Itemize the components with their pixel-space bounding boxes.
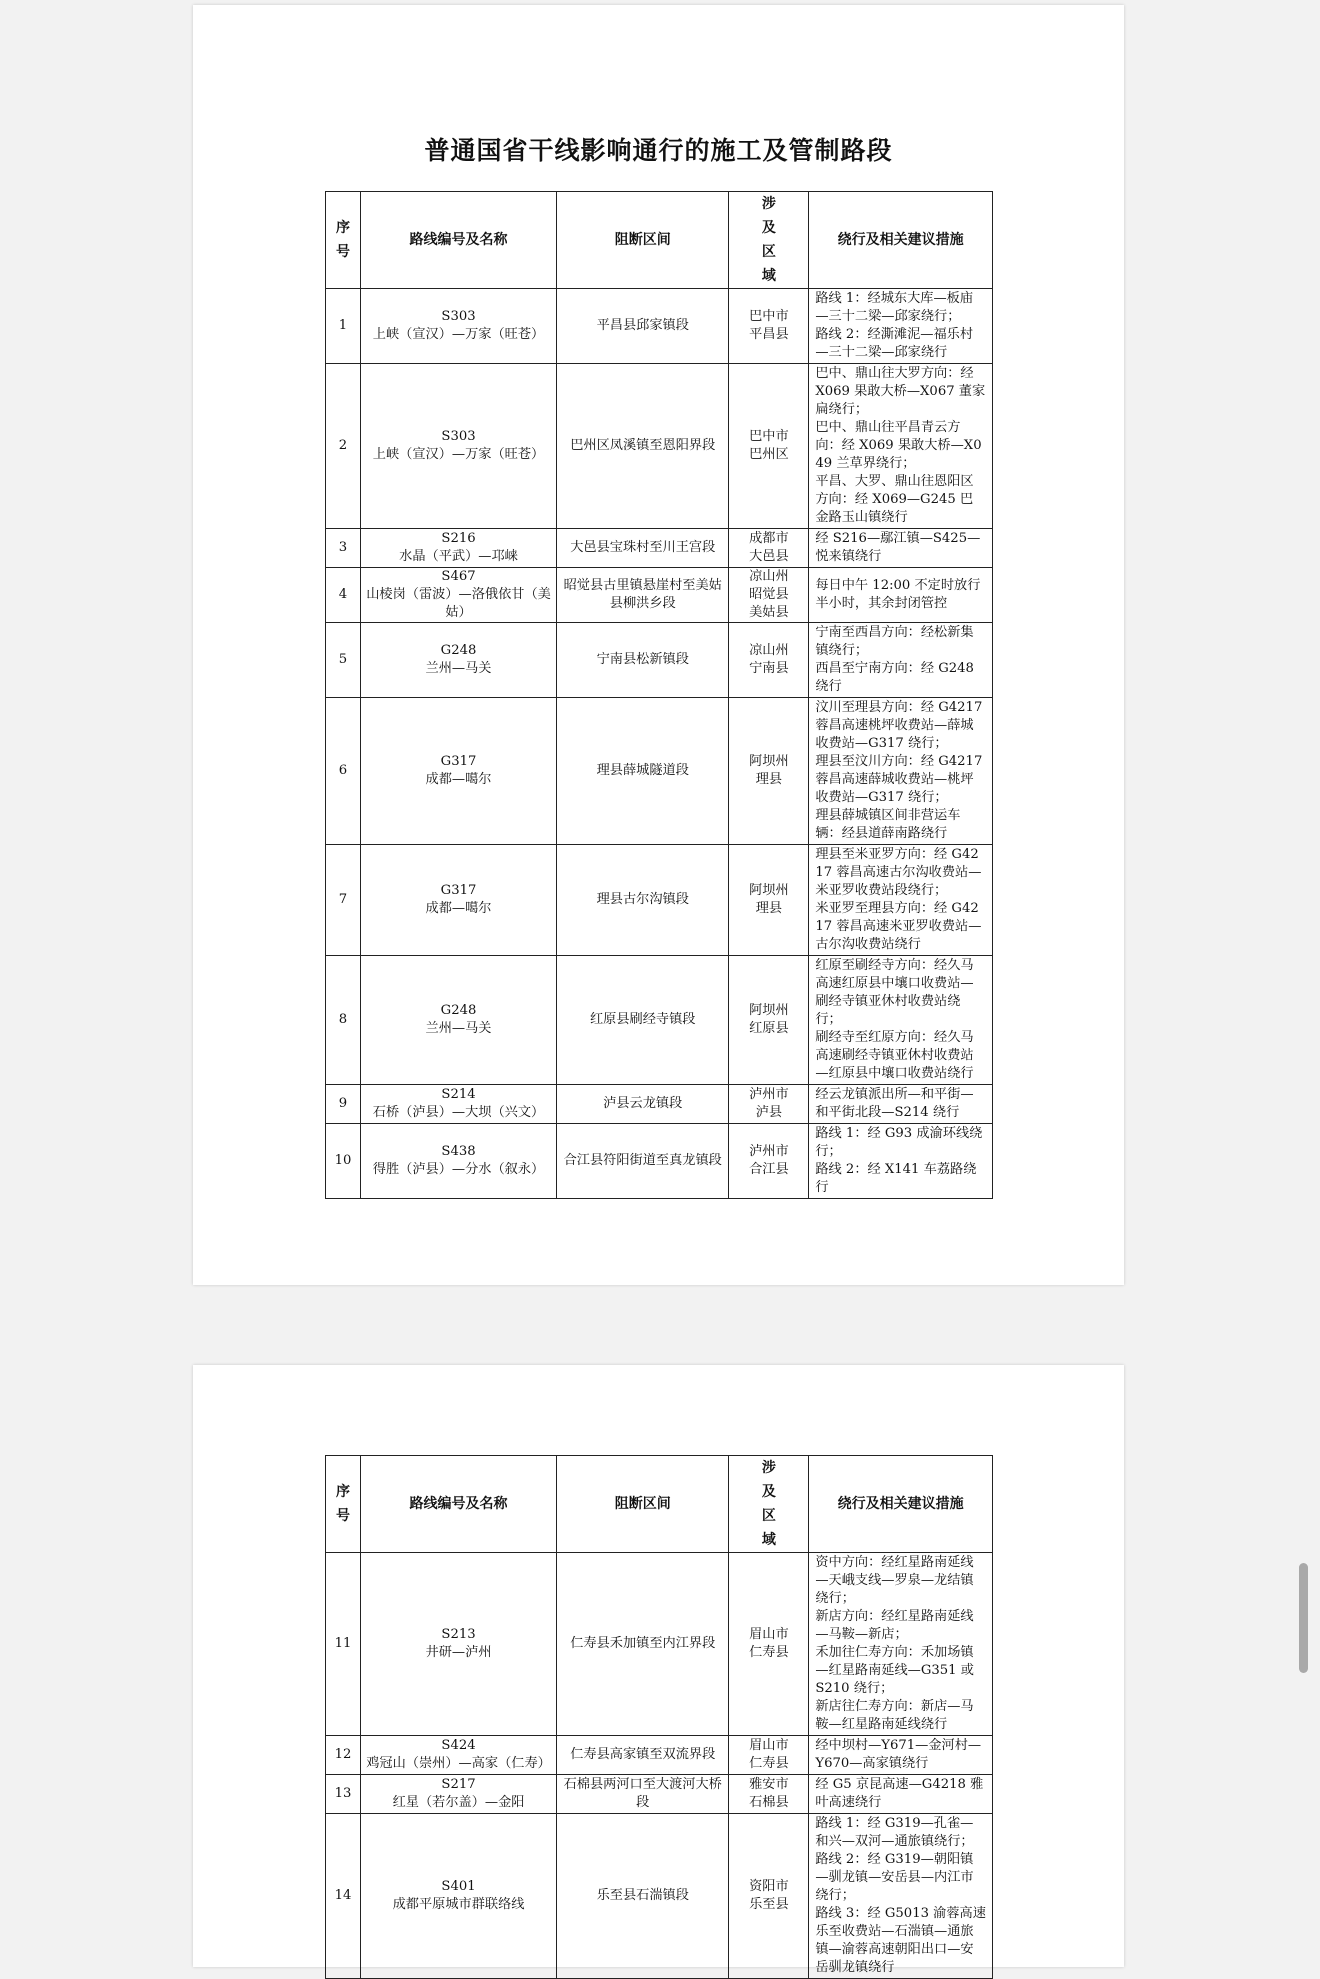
route-cell bbox=[360, 1085, 556, 1124]
region-cell bbox=[729, 845, 809, 956]
detour-cell bbox=[809, 698, 993, 845]
detour-line: 新店方向：经红星路南延线—马鞍—新店； bbox=[815, 1609, 974, 1642]
table-row bbox=[326, 956, 993, 1085]
region-line: 理县 bbox=[755, 772, 783, 787]
route-name: 成都平原城市群联络线 bbox=[392, 1897, 525, 1912]
route-name: 成都—噶尔 bbox=[425, 772, 492, 787]
region-line: 阿坝州 bbox=[749, 1003, 789, 1018]
region-line: 巴中市 bbox=[749, 309, 789, 324]
row-number: 5 bbox=[326, 623, 361, 698]
blocked-section: 平昌县邱家镇段 bbox=[557, 289, 729, 364]
table-row bbox=[326, 1736, 993, 1775]
table-row bbox=[326, 1124, 993, 1199]
region-cell bbox=[729, 289, 809, 364]
scrollbar-thumb[interactable] bbox=[1299, 1563, 1308, 1673]
detour-line: 新店往仁寿方向：新店—马鞍—红星路南延线绕行 bbox=[815, 1699, 974, 1732]
route-code: S216 bbox=[441, 531, 476, 546]
row-number: 8 bbox=[326, 956, 361, 1085]
route-code: S303 bbox=[441, 429, 476, 444]
blocked-section: 仁寿县高家镇至双流界段 bbox=[557, 1736, 729, 1775]
route-name: 成都—噶尔 bbox=[425, 901, 492, 916]
region-cell bbox=[729, 529, 809, 568]
region-line: 阿坝州 bbox=[749, 754, 789, 769]
closure-table-page-1 bbox=[325, 191, 993, 1199]
region-cell bbox=[729, 364, 809, 529]
route-cell bbox=[360, 1553, 556, 1736]
detour-cell bbox=[809, 1553, 993, 1736]
region-line: 合江县 bbox=[749, 1162, 789, 1177]
region-line: 成都市 bbox=[749, 531, 789, 546]
page-title: 普通国省干线影响通行的施工及管制路段 bbox=[424, 136, 893, 165]
detour-cell bbox=[809, 623, 993, 698]
table-row bbox=[326, 364, 993, 529]
blocked-section: 红原县刷经寺镇段 bbox=[557, 956, 729, 1085]
route-code: S438 bbox=[441, 1144, 476, 1159]
region-cell bbox=[729, 1124, 809, 1199]
region-line: 乐至县 bbox=[749, 1897, 789, 1912]
route-cell bbox=[360, 1814, 556, 1979]
detour-line: 刷经寺至红原方向：经久马高速刷经寺镇亚休村收费站—红原县中壤口收费站绕行 bbox=[815, 1030, 974, 1081]
detour-line: 巴中、鼎山往大罗方向：经 X069 果敢大桥—X067 董家扁绕行； bbox=[815, 366, 986, 417]
detour-line: 宁南至西昌方向：经松新集镇绕行； bbox=[815, 625, 974, 658]
header-no: 序 号 bbox=[326, 192, 361, 289]
table-row bbox=[326, 623, 993, 698]
detour-line: 禾加往仁寿方向：禾加场镇—红星路南延线—G351 或 S210 绕行； bbox=[815, 1645, 974, 1696]
region-line: 泸州市 bbox=[749, 1144, 789, 1159]
blocked-section: 宁南县松新镇段 bbox=[557, 623, 729, 698]
header-route: 路线编号及名称 bbox=[360, 192, 556, 289]
row-number: 14 bbox=[326, 1814, 361, 1979]
region-line: 资阳市 bbox=[749, 1879, 789, 1894]
route-name: 井研—泸州 bbox=[425, 1645, 492, 1660]
region-line: 大邑县 bbox=[749, 549, 789, 564]
detour-line: 理县至汶川方向：经 G4217 蓉昌高速薛城收费站—桃坪收费站—G317 绕行； bbox=[815, 754, 983, 805]
row-number: 7 bbox=[326, 845, 361, 956]
route-name: 兰州—马关 bbox=[425, 1021, 492, 1036]
region-cell bbox=[729, 956, 809, 1085]
blocked-section: 合江县符阳街道至真龙镇段 bbox=[557, 1124, 729, 1199]
region-line: 雅安市 bbox=[749, 1777, 789, 1792]
blocked-section: 昭觉县古里镇悬崖村至美姑县柳洪乡段 bbox=[557, 568, 729, 623]
blocked-section: 理县薛城隧道段 bbox=[557, 698, 729, 845]
header-region: 涉 及 区 域 bbox=[729, 192, 809, 289]
route-cell bbox=[360, 529, 556, 568]
route-cell bbox=[360, 568, 556, 623]
table-row bbox=[326, 1553, 993, 1736]
header-detour: 绕行及相关建议措施 bbox=[809, 192, 993, 289]
detour-line: 理县至米亚罗方向：经 G4217 蓉昌高速古尔沟收费站—米亚罗收费站段绕行； bbox=[815, 847, 982, 898]
detour-line: 西昌至宁南方向：经 G248 绕行 bbox=[815, 661, 974, 694]
region-line: 阿坝州 bbox=[749, 883, 789, 898]
region-line: 仁寿县 bbox=[749, 1756, 789, 1771]
route-code: G248 bbox=[440, 643, 477, 658]
blocked-section: 巴州区凤溪镇至恩阳界段 bbox=[557, 364, 729, 529]
detour-cell bbox=[809, 1775, 993, 1814]
route-code: S217 bbox=[441, 1777, 476, 1792]
route-code: S401 bbox=[441, 1879, 476, 1894]
route-code: G317 bbox=[440, 754, 477, 769]
header-section: 阻断区间 bbox=[557, 192, 729, 289]
route-name: 红星（若尔盖）—金阳 bbox=[392, 1795, 525, 1810]
route-name: 兰州—马关 bbox=[425, 661, 492, 676]
detour-cell bbox=[809, 956, 993, 1085]
detour-line: 经中坝村—Y671—金河村—Y670—高家镇绕行 bbox=[815, 1738, 982, 1771]
route-cell bbox=[360, 289, 556, 364]
blocked-section: 乐至县石湍镇段 bbox=[557, 1814, 729, 1979]
region-cell bbox=[729, 623, 809, 698]
header-region: 涉 及 区 域 bbox=[729, 1456, 809, 1553]
route-cell bbox=[360, 623, 556, 698]
region-line: 凉山州 bbox=[749, 643, 789, 658]
region-cell bbox=[729, 1814, 809, 1979]
route-cell bbox=[360, 845, 556, 956]
header-detour: 绕行及相关建议措施 bbox=[809, 1456, 993, 1553]
row-number: 11 bbox=[326, 1553, 361, 1736]
region-line: 仁寿县 bbox=[749, 1645, 789, 1660]
header-no: 序 号 bbox=[326, 1456, 361, 1553]
route-name: 得胜（泸县）—分水（叙永） bbox=[372, 1162, 545, 1177]
blocked-section: 理县古尔沟镇段 bbox=[557, 845, 729, 956]
route-code: S467 bbox=[441, 569, 476, 584]
document-page-2 bbox=[193, 1365, 1124, 1975]
table-row bbox=[326, 845, 993, 956]
detour-line: 路线 1：经城东大库—板庙—三十二梁—邱家绕行； bbox=[815, 291, 974, 324]
route-name: 石桥（泸县）—大坝（兴文） bbox=[372, 1105, 545, 1120]
detour-line: 红原至刷经寺方向：经久马高速红原县中壤口收费站—刷经寺镇亚休村收费站绕行； bbox=[815, 958, 974, 1027]
region-line: 眉山市 bbox=[749, 1627, 789, 1642]
route-cell bbox=[360, 698, 556, 845]
region-line: 昭觉县 bbox=[749, 587, 789, 602]
region-line: 泸县 bbox=[755, 1105, 783, 1120]
row-number: 10 bbox=[326, 1124, 361, 1199]
detour-line: 路线 2：经澌滩泥—福乐村—三十二梁—邱家绕行 bbox=[815, 327, 974, 360]
route-code: S213 bbox=[441, 1627, 476, 1642]
detour-line: 巴中、鼎山往平昌青云方向：经 X069 果敢大桥—X049 兰草界绕行； bbox=[815, 420, 982, 471]
route-cell bbox=[360, 1124, 556, 1199]
detour-line: 经 G5 京昆高速—G4218 雅叶高速绕行 bbox=[815, 1777, 984, 1810]
detour-cell bbox=[809, 1124, 993, 1199]
route-code: G248 bbox=[440, 1003, 477, 1018]
route-cell bbox=[360, 364, 556, 529]
row-number: 2 bbox=[326, 364, 361, 529]
blocked-section: 大邑县宝珠村至川王宫段 bbox=[557, 529, 729, 568]
detour-line: 经 S216—鄢江镇—S425—悦来镇绕行 bbox=[815, 531, 981, 564]
header-route: 路线编号及名称 bbox=[360, 1456, 556, 1553]
route-code: S424 bbox=[441, 1738, 476, 1753]
region-line: 理县 bbox=[755, 901, 783, 916]
detour-line: 理县薛城镇区间非营运车辆：经县道薛南路绕行 bbox=[815, 808, 961, 841]
detour-line: 路线 3：经 G5013 渝蓉高速乐至收费站—石湍镇—通旅镇—渝蓉高速朝阳出口—安岳驯龙镇绕行 bbox=[815, 1906, 986, 1975]
region-line: 巴中市 bbox=[749, 429, 789, 444]
region-line: 泸州市 bbox=[749, 1087, 789, 1102]
detour-cell bbox=[809, 1736, 993, 1775]
route-name: 水晶（平武）—邛崃 bbox=[399, 549, 518, 564]
blocked-section: 石棉县两河口至大渡河大桥段 bbox=[557, 1775, 729, 1814]
row-number: 3 bbox=[326, 529, 361, 568]
region-cell bbox=[729, 1553, 809, 1736]
detour-line: 路线 1：经 G93 成渝环线绕行； bbox=[815, 1126, 983, 1159]
route-cell bbox=[360, 1775, 556, 1814]
closure-table-page-2 bbox=[325, 1455, 993, 1979]
region-cell bbox=[729, 698, 809, 845]
route-name: 上峡（宣汉）—万家（旺苍） bbox=[372, 327, 545, 342]
table-row bbox=[326, 1775, 993, 1814]
table-header-row bbox=[326, 1456, 993, 1553]
route-name: 上峡（宣汉）—万家（旺苍） bbox=[372, 447, 545, 462]
route-name: 鸡冠山（崇州）—高家（仁寿） bbox=[366, 1756, 551, 1771]
detour-cell bbox=[809, 1085, 993, 1124]
route-cell bbox=[360, 956, 556, 1085]
row-number: 4 bbox=[326, 568, 361, 623]
detour-line: 资中方向：经红星路南延线—天峨支线—罗泉—龙结镇绕行； bbox=[815, 1555, 974, 1606]
region-cell bbox=[729, 1085, 809, 1124]
table-row bbox=[326, 698, 993, 845]
blocked-section: 仁寿县禾加镇至内江界段 bbox=[557, 1553, 729, 1736]
row-number: 12 bbox=[326, 1736, 361, 1775]
detour-cell bbox=[809, 529, 993, 568]
region-line: 红原县 bbox=[749, 1021, 789, 1036]
table-row bbox=[326, 289, 993, 364]
row-number: 13 bbox=[326, 1775, 361, 1814]
route-code: S214 bbox=[441, 1087, 476, 1102]
detour-line: 经云龙镇派出所—和平街—和平街北段—S214 绕行 bbox=[815, 1087, 974, 1120]
region-line: 平昌县 bbox=[749, 327, 789, 342]
document-page-1 bbox=[193, 5, 1124, 1285]
detour-cell bbox=[809, 845, 993, 956]
detour-line: 路线 1：经 G319—孔雀—和兴—双河—通旅镇绕行； bbox=[815, 1816, 974, 1849]
detour-cell bbox=[809, 568, 993, 623]
region-line: 巴州区 bbox=[749, 447, 789, 462]
region-cell bbox=[729, 1736, 809, 1775]
blocked-section: 泸县云龙镇段 bbox=[557, 1085, 729, 1124]
table-row bbox=[326, 568, 993, 623]
region-line: 宁南县 bbox=[749, 661, 789, 676]
row-number: 1 bbox=[326, 289, 361, 364]
detour-line: 每日中午 12:00 不定时放行半小时，其余封闭管控 bbox=[815, 578, 981, 611]
row-number: 6 bbox=[326, 698, 361, 845]
table-row bbox=[326, 1085, 993, 1124]
region-line: 石棉县 bbox=[749, 1795, 789, 1810]
region-line: 凉山州 bbox=[749, 569, 789, 584]
detour-line: 汶川至理县方向：经 G4217 蓉昌高速桃坪收费站—薛城收费站—G317 绕行； bbox=[815, 700, 983, 751]
route-code: G317 bbox=[440, 883, 477, 898]
table-row bbox=[326, 529, 993, 568]
detour-line: 米亚罗至理县方向：经 G4217 蓉昌高速米亚罗收费站—古尔沟收费站绕行 bbox=[815, 901, 982, 952]
detour-cell bbox=[809, 289, 993, 364]
table-header-row bbox=[326, 192, 993, 289]
region-line: 眉山市 bbox=[749, 1738, 789, 1753]
region-cell bbox=[729, 1775, 809, 1814]
header-section: 阻断区间 bbox=[557, 1456, 729, 1553]
row-number: 9 bbox=[326, 1085, 361, 1124]
table-row bbox=[326, 1814, 993, 1979]
route-code: S303 bbox=[441, 309, 476, 324]
detour-cell bbox=[809, 364, 993, 529]
detour-line: 平昌、大罗、鼎山往恩阳区方向：经 X069—G245 巴金路玉山镇绕行 bbox=[815, 474, 974, 525]
detour-line: 路线 2：经 X141 车荔路绕行 bbox=[815, 1162, 977, 1195]
detour-line: 路线 2：经 G319—朝阳镇—驯龙镇—安岳县—内江市绕行； bbox=[815, 1852, 974, 1903]
detour-cell bbox=[809, 1814, 993, 1979]
region-cell bbox=[729, 568, 809, 623]
route-cell bbox=[360, 1736, 556, 1775]
region-line: 美姑县 bbox=[749, 605, 789, 620]
route-name: 山棱岗（雷波）—洛俄依甘（美姑） bbox=[366, 587, 551, 620]
